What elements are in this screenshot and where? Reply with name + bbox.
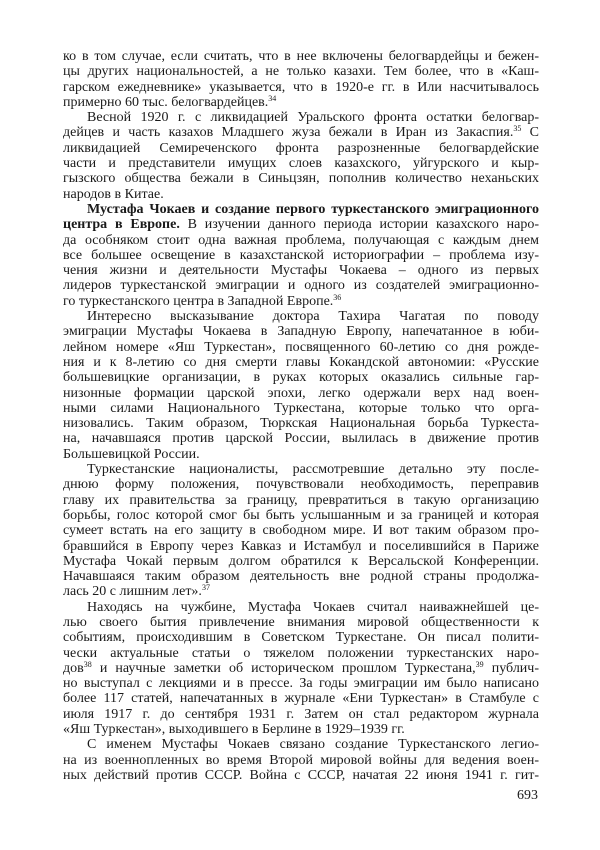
text-segment: гызского общества бежали в Синьцзян, пополнив количество неханьских (63, 171, 539, 187)
text-line (63, 737, 539, 752)
text-segment: Находясь на чужбине, Мустафа Чокаев считал наиважнейшей це- (87, 599, 539, 615)
text-segment: сумеет встать на его защиту в свободном мире. И вот таким образом про- (63, 523, 539, 539)
text-line (63, 416, 539, 431)
text-segment: го туркестанского центра в Западной Европе. (63, 293, 334, 309)
text-segment: ными силами Национального Туркестана, которые только что орга- (63, 400, 539, 416)
text-line (63, 95, 539, 110)
text-line (63, 309, 539, 324)
text-line (63, 493, 539, 508)
text-segment: С именем Мустафы Чокаев связано создание Туркестанского легио- (87, 737, 539, 753)
text-line (63, 324, 539, 339)
text-line (63, 630, 539, 645)
text-segment: на из военнопленных во время Второй мировой войны для ведения воен- (63, 752, 539, 768)
text-line (63, 217, 539, 232)
text-line (63, 768, 539, 783)
text-line (63, 584, 539, 599)
text-line (63, 370, 539, 385)
text-segment: части и представители имущих слоев казахского, уйгурского и кыр- (63, 156, 539, 172)
text-line (63, 141, 539, 156)
text-line (63, 386, 539, 401)
text-segment: событиям, происходившим в Советском Туркестане. Он писал полити- (63, 630, 539, 646)
text-line (63, 171, 539, 186)
text-line (63, 125, 539, 140)
text-line (63, 477, 539, 492)
text-segment: лидеров туркестанской эмиграции и одного из создателей эмиграционно- (63, 278, 539, 294)
text-segment: В изучении данного периода истории казахского наро- (179, 217, 539, 233)
text-segment: более 117 статей, напечатанных в журнале «Ени Туркестан» в Стамбуле с (63, 691, 539, 707)
text-segment: Большевицкой России. (63, 446, 200, 462)
text-segment: да особняком стоит одна важная проблема, получающая с каждым днем (63, 232, 539, 248)
text-segment: чески актуальные статьи о тяжелом положении туркестанских наро- (63, 645, 539, 661)
text-line (63, 187, 539, 202)
footnote-reference: 35 (513, 124, 522, 134)
text-line (63, 110, 539, 125)
text-segment: ко в том случае, если считать, что в нее включены белогвардейцы и бежен- (63, 49, 539, 64)
paragraph (63, 600, 539, 738)
text-segment: Весной 1920 г. с ликвидацией Уральского фронта остатки белогвар- (87, 110, 539, 126)
text-line (63, 202, 539, 217)
text-segment: низонные формации царской эпохи, легко одержали верх над воен- (63, 385, 539, 401)
text-segment: большевицкие организации, в руках которых оказались сильные гар- (63, 370, 539, 386)
text-line (63, 431, 539, 446)
text-segment: чения жизни и деятельности Мустафы Чокаева – одного из первых (63, 263, 539, 279)
text-line (63, 569, 539, 584)
text-line (63, 248, 539, 263)
text-segment: июля 1917 г. до сентября 1931 г. Затем он стал редактором журнала (63, 706, 539, 722)
text-line (63, 615, 539, 630)
text-line (63, 401, 539, 416)
text-segment: лейном номере «Яш Туркестан», посвященного 60-летию со дня рожде- (63, 339, 539, 355)
text-segment: ния и к 8-летию со дня смерти главы Кокандской автономии: «Русские (63, 354, 539, 370)
text-segment: лью своего бытия привлечение внимания мировой общественности к (63, 614, 539, 630)
text-line (63, 523, 539, 538)
text-segment: днюю форму положения, почувствовали необходимость, переправив (63, 477, 539, 493)
text-segment: Мустафа Чокай первым долгом обратился к Версальской Конференции. (63, 553, 539, 569)
text-line (63, 355, 539, 370)
text-line (63, 539, 539, 554)
text-line (63, 691, 539, 706)
text-line (63, 753, 539, 768)
text-segment: примерно 60 тыс. белогвардейцев. (63, 94, 269, 110)
text-line (63, 508, 539, 523)
text-line (63, 447, 539, 462)
text-segment: борьбы, голос которой смог бы быть услышанным и за границей и которая (63, 507, 539, 523)
text-segment: публич- (483, 660, 539, 676)
text-line (63, 49, 539, 64)
text-line (63, 554, 539, 569)
text-segment: дейцев и часть казахов Младшего жуза бежали в Иран из Закаспия. (63, 125, 514, 141)
text-line (63, 462, 539, 477)
text-segment: цы других национальностей, а не только казахи. Тем более, что в «Каш- (63, 64, 539, 80)
text-segment: но выступал с лекциями и в прессе. За годы эмиграции им было написано (63, 676, 539, 692)
text-line (63, 294, 539, 309)
text-segment: «Яш Туркестан», выходившего в Берлине в 1929–1939 гг. (63, 722, 405, 738)
paragraph (63, 737, 539, 783)
text-segment: народов в Китае. (63, 186, 164, 202)
text-segment: лась 20 с лишним лет». (63, 584, 202, 600)
paragraph (63, 462, 539, 600)
footnote-reference: 34 (268, 93, 277, 103)
footnote-reference: 38 (83, 659, 92, 669)
text-segment: бравшийся в Европу через Кавказ и Истамбул и поселившийся в Париже (63, 538, 539, 554)
footnote-reference: 37 (201, 583, 210, 593)
section-heading: Мустафа Чокаев и создание первого туркестанского эмиграционного (87, 201, 539, 217)
paragraph (63, 202, 539, 309)
text-segment: дов (63, 660, 84, 676)
text-segment: гарском ежедневнике» указывается, что в 1920-е гг. в Или насчитывалось (63, 79, 539, 95)
text-line (63, 707, 539, 722)
text-segment: ликвидацией Семиреченского фронта разрозненные белогвардейские (63, 140, 539, 156)
text-line (63, 646, 539, 661)
text-segment: на, начавшаяся против царской России, вылилась в движение против (63, 431, 539, 447)
text-segment: Туркестанские националисты, рассмотревшие детально эту после- (87, 462, 539, 478)
paragraph (63, 110, 539, 202)
text-line (63, 278, 539, 293)
text-line (63, 340, 539, 355)
text-line (63, 80, 539, 95)
text-segment: Начавшаяся таким образом деятельность вне родной страны продолжа- (63, 569, 539, 585)
text-line (63, 600, 539, 615)
text-segment: С (521, 125, 539, 141)
footnote-reference: 39 (475, 659, 484, 669)
text-segment: низовались. Таким образом, Тюркская Национальная борьба Туркеста- (63, 416, 539, 432)
text-line (63, 64, 539, 79)
text-segment: все большее освещение в казахстанской историографии – проблема изу- (63, 247, 539, 263)
page-number: 693 (517, 788, 538, 803)
text-line (63, 156, 539, 171)
text-segment: и научные заметки об историческом прошлом Туркестана, (91, 660, 476, 676)
text-segment: Интересно высказывание доктора Тахира Чагатая по поводу (87, 309, 539, 325)
text-line (63, 263, 539, 278)
text-segment: эмиграции Мустафы Чокаева в Западную Европу, напечатанное в юби- (63, 324, 539, 340)
paragraph (63, 49, 539, 110)
text-segment: ных действий против СССР. Война с СССР, начатая 22 июня 1941 г. гит- (63, 767, 539, 783)
text-line (63, 233, 539, 248)
document-body (63, 49, 539, 783)
paragraph (63, 309, 539, 462)
section-heading: центра в Европе. (63, 217, 180, 233)
footnote-reference: 36 (333, 292, 342, 302)
text-line (63, 722, 539, 737)
text-segment: главу их правительства за границу, превратиться в такую организацию (63, 492, 539, 508)
text-line (63, 661, 539, 676)
text-line (63, 676, 539, 691)
